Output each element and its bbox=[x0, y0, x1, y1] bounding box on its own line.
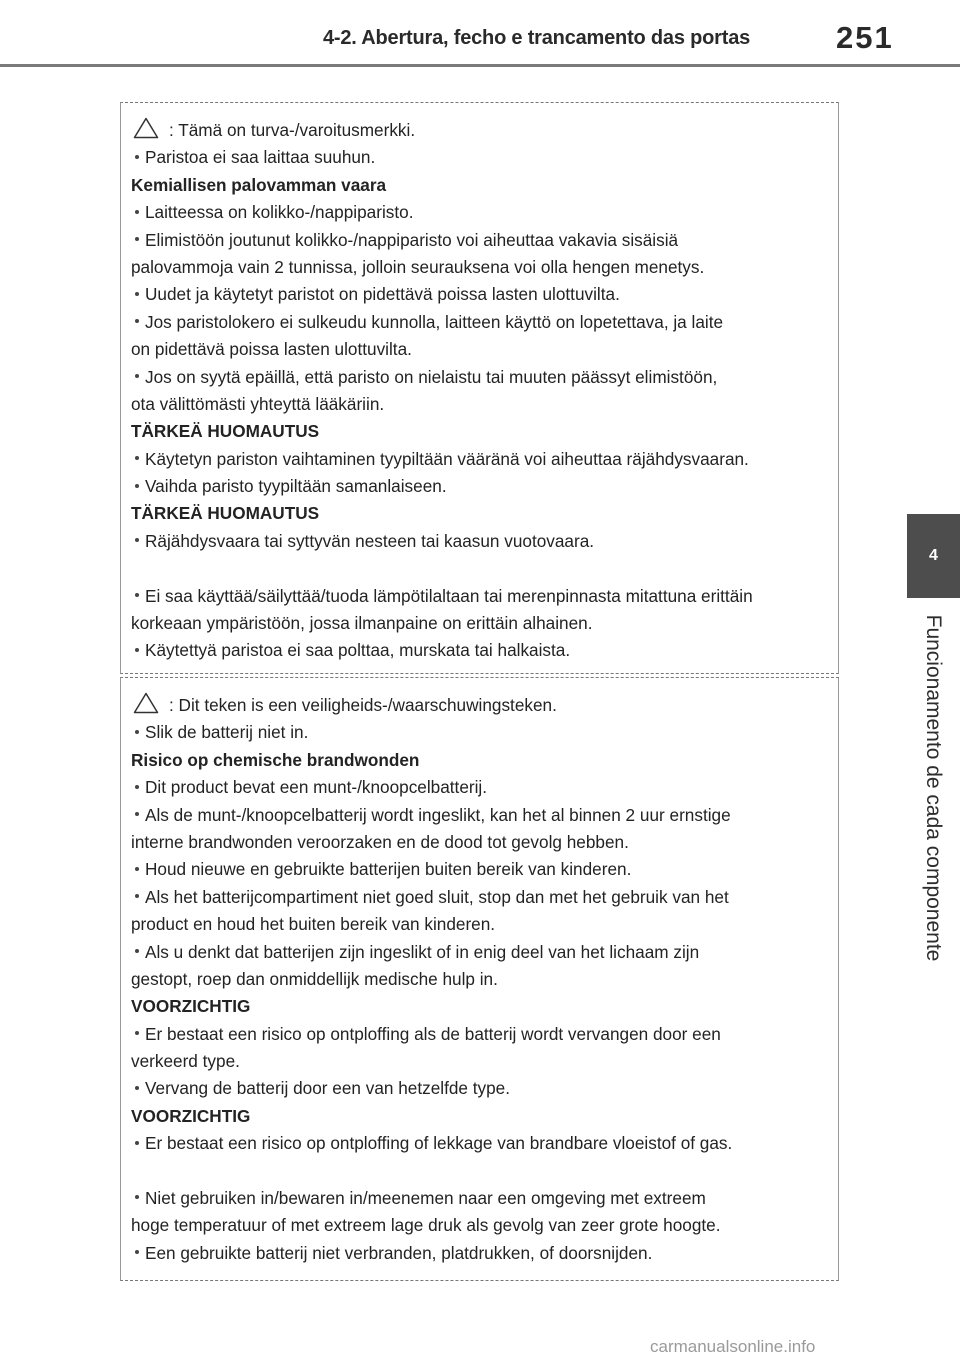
bullet-icon bbox=[135, 155, 139, 159]
line-text: Kemiallisen palovamman vaara bbox=[131, 174, 387, 195]
warning-heading bbox=[131, 1103, 834, 1130]
text-continuation bbox=[131, 1048, 834, 1075]
line-text: verkeerd type. bbox=[131, 1051, 240, 1072]
line-text: Een gebruikte batterij niet verbranden, platdrukken, of doorsnijden. bbox=[145, 1242, 653, 1263]
text-continuation bbox=[131, 966, 834, 993]
bullet-item bbox=[131, 446, 834, 473]
line-text: on pidettävä poissa lasten ulottuvilta. bbox=[131, 339, 412, 360]
line-text: Als u denkt dat batterijen zijn ingeslikt of in enig deel van het lichaam zijn bbox=[145, 941, 700, 962]
line-text: Er bestaat een risico op ontploffing of lekkage van brandbare vloeistof of gas. bbox=[145, 1133, 733, 1154]
bullet-item bbox=[131, 719, 834, 746]
warning-triangle-icon bbox=[133, 692, 159, 714]
bullet-item bbox=[131, 1185, 834, 1212]
text-continuation bbox=[131, 610, 834, 637]
text-continuation bbox=[131, 254, 834, 281]
spacer bbox=[131, 1158, 834, 1185]
bullet-icon bbox=[135, 374, 139, 378]
line-text: VOORZICHTIG bbox=[131, 996, 251, 1017]
bullet-item bbox=[131, 309, 834, 336]
bullet-icon bbox=[135, 785, 139, 789]
bullet-icon bbox=[135, 894, 139, 898]
bullet-icon bbox=[135, 237, 139, 241]
bullet-icon bbox=[135, 1195, 139, 1199]
text-continuation bbox=[131, 391, 834, 418]
warning-heading bbox=[131, 172, 834, 199]
bullet-icon bbox=[135, 1031, 139, 1035]
warning-heading bbox=[131, 418, 834, 445]
warning-box-finnish bbox=[120, 102, 839, 674]
line-text: gestopt, roep dan onmiddellijk medische hulp in. bbox=[131, 968, 498, 989]
line-text: Slik de batterij niet in. bbox=[145, 722, 309, 743]
bullet-item bbox=[131, 802, 834, 829]
bullet-item bbox=[131, 1130, 834, 1157]
bullet-item bbox=[131, 281, 834, 308]
line-text: Käytettyä paristoa ei saa polttaa, murskata tai halkaista. bbox=[145, 640, 571, 661]
warning-box-dutch bbox=[120, 677, 839, 1281]
watermark: carmanualsonline.info bbox=[650, 1337, 816, 1356]
bullet-item bbox=[131, 774, 834, 801]
warning-text-finnish bbox=[131, 117, 834, 665]
bullet-item bbox=[131, 473, 834, 500]
warning-triangle-icon bbox=[133, 117, 159, 139]
text-continuation bbox=[131, 911, 834, 938]
line-text: Laitteessa on kolikko-/nappiparisto. bbox=[145, 202, 414, 223]
bullet-icon bbox=[135, 593, 139, 597]
bullet-icon bbox=[135, 812, 139, 816]
bullet-item bbox=[131, 1240, 834, 1267]
bullet-icon bbox=[135, 730, 139, 734]
line-text: ota välittömästi yhteyttä lääkäriin. bbox=[131, 393, 385, 414]
bullet-icon bbox=[135, 538, 139, 542]
line-text: palovammoja vain 2 tunnissa, jolloin seurauksena voi olla hengen menetys. bbox=[131, 256, 705, 277]
bullet-icon bbox=[135, 456, 139, 460]
spacer bbox=[131, 555, 834, 582]
line-text: Käytetyn pariston vaihtaminen tyypiltään vääränä voi aiheuttaa räjähdysvaaran. bbox=[145, 448, 749, 469]
chapter-number: 4 bbox=[929, 547, 938, 564]
text-continuation bbox=[131, 829, 834, 856]
warning-heading bbox=[131, 500, 834, 527]
page-header bbox=[0, 0, 960, 70]
bullet-icon bbox=[135, 867, 139, 871]
bullet-icon bbox=[135, 648, 139, 652]
line-text: product en houd het buiten bereik van kinderen. bbox=[131, 914, 496, 935]
line-text: hoge temperatuur of met extreem lage druk als gevolg van zeer grote hoogte. bbox=[131, 1215, 721, 1236]
bullet-item bbox=[131, 144, 834, 171]
bullet-icon bbox=[135, 319, 139, 323]
line-text: Als het batterijcompartiment niet goed sluit, stop dan met het gebruik van het bbox=[145, 886, 729, 907]
page-number: 251 bbox=[836, 20, 894, 55]
line-text: Niet gebruiken in/bewaren in/meenemen naar een omgeving met extreem bbox=[145, 1188, 706, 1209]
line-text: korkeaan ympäristöön, jossa ilmanpaine on erittäin alhainen. bbox=[131, 613, 593, 634]
line-text: : Tämä on turva-/varoitusmerkki. bbox=[169, 120, 416, 140]
text-continuation bbox=[131, 336, 834, 363]
line-text: Räjähdysvaara tai syttyvän nesteen tai kaasun vuotovaara. bbox=[145, 530, 595, 551]
line-text: Uudet ja käytetyt paristot on pidettävä poissa lasten ulottuvilta. bbox=[145, 284, 620, 305]
line-text: Risico op chemische brandwonden bbox=[131, 749, 420, 770]
line-text: Paristoa ei saa laittaa suuhun. bbox=[145, 147, 376, 168]
chapter-tab bbox=[907, 514, 960, 598]
line-text: Vaihda paristo tyypiltään samanlaiseen. bbox=[145, 476, 447, 497]
bullet-item bbox=[131, 637, 834, 664]
bullet-icon bbox=[135, 949, 139, 953]
line-text: Ei saa käyttää/säilyttää/tuoda lämpötilaltaan tai merenpinnasta mitattuna erittäin bbox=[145, 585, 753, 606]
line-text: Jos on syytä epäillä, että paristo on nielaistu tai muuten päässyt elimistöön, bbox=[145, 366, 718, 387]
bullet-item bbox=[131, 1075, 834, 1102]
line-text: Vervang de batterij door een van hetzelfde type. bbox=[145, 1078, 511, 1099]
bullet-item bbox=[131, 939, 834, 966]
line-text: Er bestaat een risico op ontploffing als de batterij wordt vervangen door een bbox=[145, 1023, 721, 1044]
line-text: interne brandwonden veroorzaken en de dood tot gevolg hebben. bbox=[131, 831, 629, 852]
bullet-icon bbox=[135, 1086, 139, 1090]
bullet-item bbox=[131, 528, 834, 555]
line-text: Jos paristolokero ei sulkeudu kunnolla, laitteen käyttö on lopetettava, ja laite bbox=[145, 311, 724, 332]
line-text: Houd nieuwe en gebruikte batterijen buiten bereik van kinderen. bbox=[145, 859, 632, 880]
warning-heading bbox=[131, 993, 834, 1020]
line-text: : Dit teken is een veiligheids-/waarschuwingsteken. bbox=[169, 695, 557, 715]
warning-symbol-line bbox=[131, 692, 834, 719]
bullet-icon bbox=[135, 1141, 139, 1145]
line-text: TÄRKEÄ HUOMAUTUS bbox=[131, 421, 320, 442]
line-text: TÄRKEÄ HUOMAUTUS bbox=[131, 503, 320, 524]
chapter-label: Funcionamento de cada componente bbox=[922, 614, 945, 962]
bullet-item bbox=[131, 199, 834, 226]
bullet-item bbox=[131, 364, 834, 391]
bullet-icon bbox=[135, 210, 139, 214]
bullet-item bbox=[131, 856, 834, 883]
bullet-item bbox=[131, 884, 834, 911]
bullet-item bbox=[131, 583, 834, 610]
warning-heading bbox=[131, 747, 834, 774]
bullet-item bbox=[131, 1021, 834, 1048]
line-text: Elimistöön joutunut kolikko-/nappiparisto voi aiheuttaa vakavia sisäisiä bbox=[145, 229, 679, 250]
line-text: Dit product bevat een munt-/knoopcelbatterij. bbox=[145, 777, 488, 798]
line-text: Als de munt-/knoopcelbatterij wordt ingeslikt, kan het al binnen 2 uur ernstige bbox=[145, 804, 731, 825]
warning-text-dutch bbox=[131, 692, 834, 1267]
text-continuation bbox=[131, 1212, 834, 1239]
warning-symbol-line bbox=[131, 117, 834, 144]
bullet-item bbox=[131, 227, 834, 254]
bullet-icon bbox=[135, 484, 139, 488]
section-title: 4-2. Abertura, fecho e trancamento das portas bbox=[323, 27, 751, 49]
line-text: VOORZICHTIG bbox=[131, 1105, 251, 1126]
bullet-icon bbox=[135, 292, 139, 296]
bullet-icon bbox=[135, 1250, 139, 1254]
header-divider bbox=[0, 64, 960, 67]
